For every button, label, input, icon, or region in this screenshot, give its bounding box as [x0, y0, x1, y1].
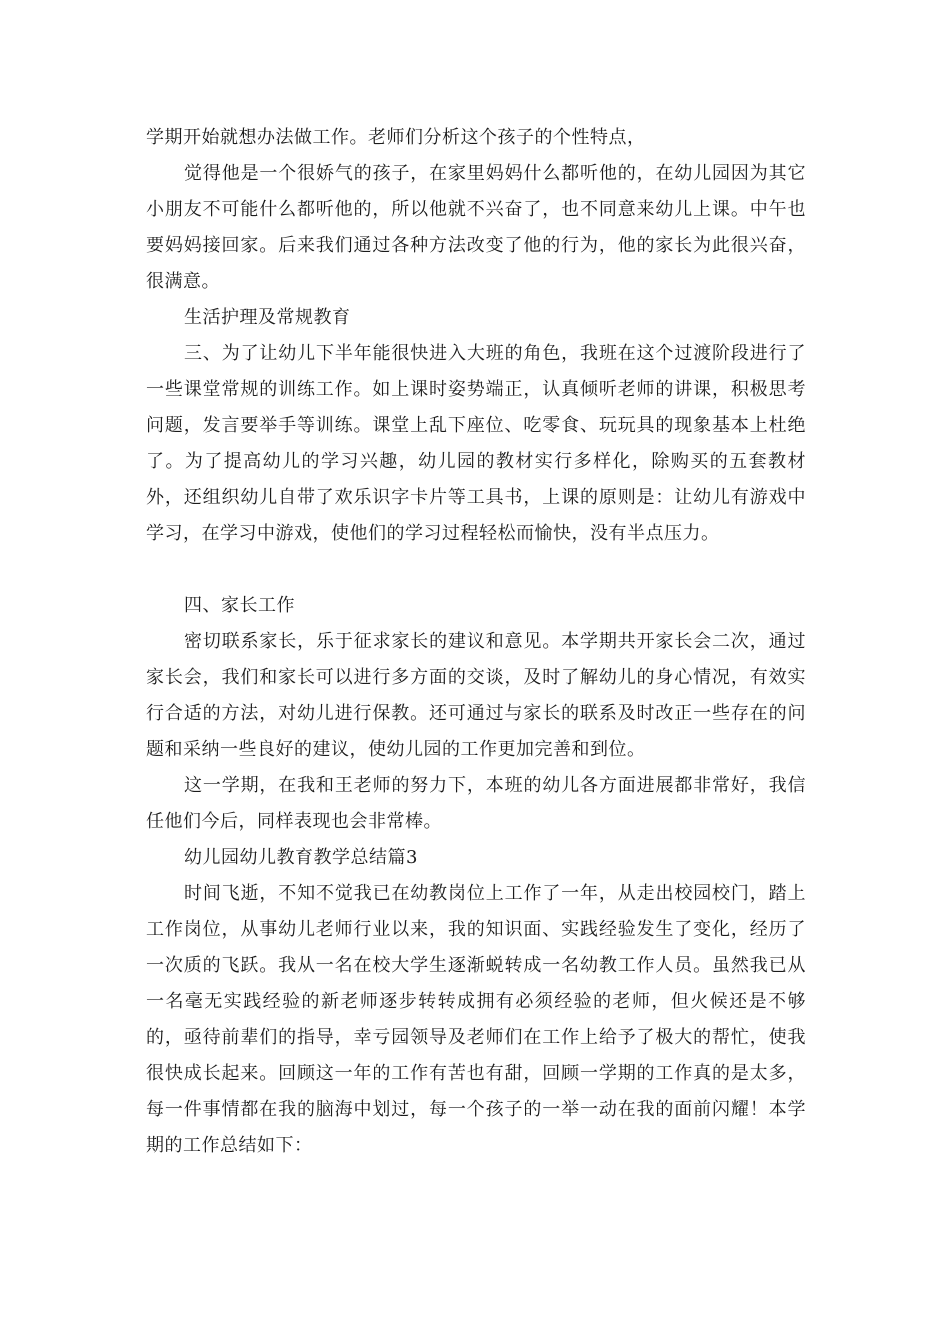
section-heading-parent-work: 四、家长工作 [184, 595, 295, 616]
paragraph-year-reflection: 时间飞逝，不知不觉我已在幼教岗位上工作了一年，从走出校园校门，踏上工作岗位，从事幼儿老师行业以来，我的知识面、实践经验发生了变化，经历了一次质的飞跃。我从一名在校大学生逐渐蜕转成一名幼教工作人员。虽然我已从一名毫无实践经验的新老师逐步转转成拥有必须经验的老师，但火候还是不够的，亟待前辈们的指导，幸亏园领导及老师们在工作上给予了极大的帮忙，使我很快成长起来。回顾这一年的工作有苦也有甜，回顾一学期的工作真的是太多，每一件事情都在我的脑海中划过，每一个孩子的一举一动在我的面前闪耀！本学期的工作总结如下： [146, 883, 806, 1156]
paragraph-classroom-routine: 三、为了让幼儿下半年能很快进入大班的角色，我班在这个过渡阶段进行了一些课堂常规的训练工作。如上课时姿势端正，认真倾听老师的讲课，积极思考问题，发言要举手等训练。课堂上乱下座位、吃零食、玩玩具的现象基本上杜绝了。为了提高幼儿的学习兴趣，幼儿园的教材实行多样化，除购买的五套教材外，还组织幼儿自带了欢乐识字卡片等工具书，上课的原则是：让幼儿有游戏中学习，在学习中游戏，使他们的学习过程轻松而愉快，没有半点压力。 [146, 343, 806, 544]
paragraph-parent-contact: 密切联系家长，乐于征求家长的建议和意见。本学期共开家长会二次，通过家长会，我们和家长可以进行多方面的交谈，及时了解幼儿的身心情况，有效实行合适的方法，对幼儿进行保教。还可通过与家长的联系及时改正一些存在的问题和采纳一些良好的建议，使幼儿园的工作更加完善和到位。 [146, 631, 806, 760]
section-heading-life-care: 生活护理及常规教育 [184, 307, 351, 328]
paragraph-spacer [146, 552, 806, 588]
paragraph-child-behavior: 觉得他是一个很娇气的孩子，在家里妈妈什么都听他的，在幼儿园因为其它小朋友不可能什么都听他的，所以他就不兴奋了，也不同意来幼儿上课。中午也要妈妈接回家。后来我们通过各种方法改变了他的行为，他的家长为此很兴奋，很满意。 [146, 163, 806, 292]
document-body [146, 120, 806, 1164]
paragraph-semester-result: 这一学期，在我和王老师的努力下，本班的幼儿各方面进展都非常好，我信任他们今后，同样表现也会非常棒。 [146, 775, 806, 832]
article-title: 幼儿园幼儿教育教学总结篇3 [184, 847, 418, 868]
paragraph-continuation: 学期开始就想办法做工作。老师们分析这个孩子的个性特点， [146, 127, 646, 148]
